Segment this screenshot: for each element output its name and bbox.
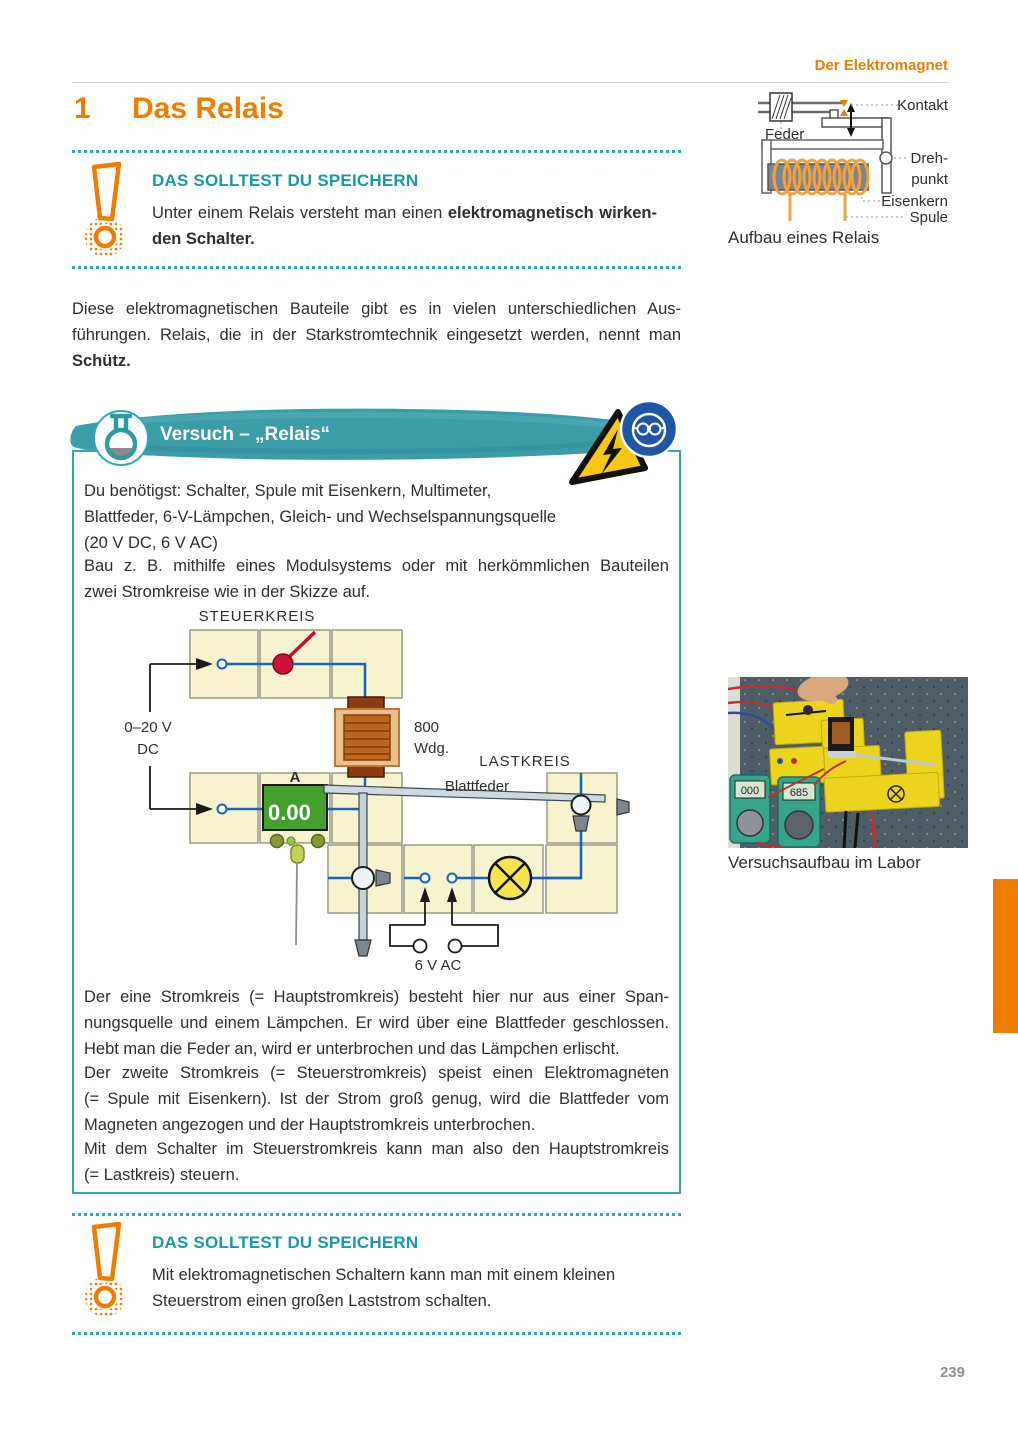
page-title <box>74 92 574 126</box>
merksatz-top-line2: den Schalter. <box>152 230 255 248</box>
section-label: Der Elektromagnet <box>814 57 948 74</box>
svg-text:Wdg.: Wdg. <box>414 740 450 757</box>
dotted-divider-2 <box>72 266 681 269</box>
versuch-explain-3: Mit dem Schalter im Steuerstromkreis kann man also den Hauptstromkreis (= Lastkreis) steuern. <box>84 1140 669 1184</box>
svg-text:punkt: punkt <box>911 171 948 188</box>
dc-label: 0–20 V <box>124 719 172 736</box>
header-rule <box>72 82 948 83</box>
ac-label: 6 V AC <box>414 957 462 974</box>
intro-line: führungen. Relais, die in der Starkstromtechnik eingesetzt werden, nennt man <box>72 326 681 344</box>
versuch-explain-2: Der zweite Stromkreis (= Steuerstromkreis) speist einen Elektromagneten (= Spule mit Eisenkern). Ist der Strom groß genug, wird die Blattfeder vom Magneten angezogen und der Hauptstromkreis unterbrochen. <box>84 1064 669 1134</box>
module-tiles <box>190 630 617 913</box>
safety-goggles-icon <box>618 398 680 460</box>
ammeter <box>263 785 327 945</box>
merksatz-bottom-text: Mit elektromagnetischen Schaltern kann man mit einem kleinen Steuerstrom einen großen Laststrom schalten. <box>152 1266 616 1310</box>
versuch-explain-1: Der eine Stromkreis (= Hauptstromkreis) besteht hier nur aus einer Span- nungsquelle und einem Lämpchen. Er wird über eine Blattfeder geschlossen. Hebt man die Feder an, wird er unterbrochen und das Lämpchen erlischt. <box>84 988 669 1058</box>
versuch-needs: Du benötigst: Schalter, Spule mit Eisenkern, Multimeter, Blattfeder, 6-V-Lämpchen, Gleich- und Wechselspannungsquelle (20 V DC, 6 V AC) <box>84 482 557 552</box>
merksatz-top-heading: DAS SOLLTEST DU SPEICHERN <box>152 171 419 190</box>
merksatz-top-text <box>152 200 657 252</box>
relay-figure <box>750 88 952 236</box>
kontakt-label: Kontakt <box>897 97 948 114</box>
intro-line: Schütz. <box>72 352 131 370</box>
intro-line: Diese elektromagnetischen Bauteile gibt es in vielen unterschiedlichen Aus- <box>72 300 681 318</box>
exclamation-icon-bottom <box>84 1222 132 1320</box>
blattfeder-label: Blattfeder <box>444 778 510 795</box>
eisenkern-label: Eisenkern <box>881 193 948 210</box>
drehpunkt-label: Dreh- <box>910 150 948 167</box>
lastkreis-contact <box>572 796 591 815</box>
svg-text:0.00: 0.00 <box>268 800 311 825</box>
section-tab <box>993 879 1018 1033</box>
coil-800 <box>335 697 399 777</box>
svg-text:000: 000 <box>740 785 760 797</box>
dotted-divider-1 <box>72 150 681 153</box>
versuch-build: Bau z. B. mithilfe eines Modulsystems oder mit herkömmlichen Bauteilen zwei Stromkreise wie in der Skizze auf. <box>84 557 669 601</box>
exclamation-icon <box>84 162 132 260</box>
merksatz-bottom-heading: DAS SOLLTEST DU SPEICHERN <box>152 1233 419 1252</box>
drehpunkt-circle <box>880 152 892 164</box>
spule-label: Spule <box>909 209 948 226</box>
flask-icon <box>88 405 154 471</box>
page-number: 239 <box>939 1364 965 1381</box>
relay-figure-caption: Aufbau eines Relais <box>728 228 880 247</box>
dotted-divider-3 <box>72 1213 681 1216</box>
chapter-number: 1 <box>74 92 91 125</box>
steuerkreis-label: STEUERKREIS <box>198 608 316 625</box>
lamp <box>489 857 531 899</box>
ammeter-unit-label: A <box>289 769 301 786</box>
lab-photo <box>728 677 968 848</box>
photo-multimeter-1 <box>730 775 770 843</box>
photo-caption: Versuchsaufbau im Labor <box>728 853 921 872</box>
rod-contact <box>352 867 374 889</box>
coil-label: 800 <box>414 719 440 736</box>
svg-text:685: 685 <box>789 787 809 799</box>
circuit-diagram <box>100 602 670 997</box>
intro-paragraph <box>72 296 681 374</box>
versuch-banner-title: Versuch – „Relais“ <box>160 424 331 445</box>
feder-label: Feder <box>765 126 805 143</box>
svg-text:DC: DC <box>137 741 159 758</box>
merksatz-top-line1: Unter einem Relais versteht man einen elektromagnetisch wirken- <box>152 204 657 222</box>
chapter-title-text: Das Relais <box>132 92 284 125</box>
dotted-divider-4 <box>72 1332 681 1335</box>
lastkreis-label: LASTKREIS <box>479 753 571 770</box>
photo-multimeter-2 <box>778 777 820 847</box>
